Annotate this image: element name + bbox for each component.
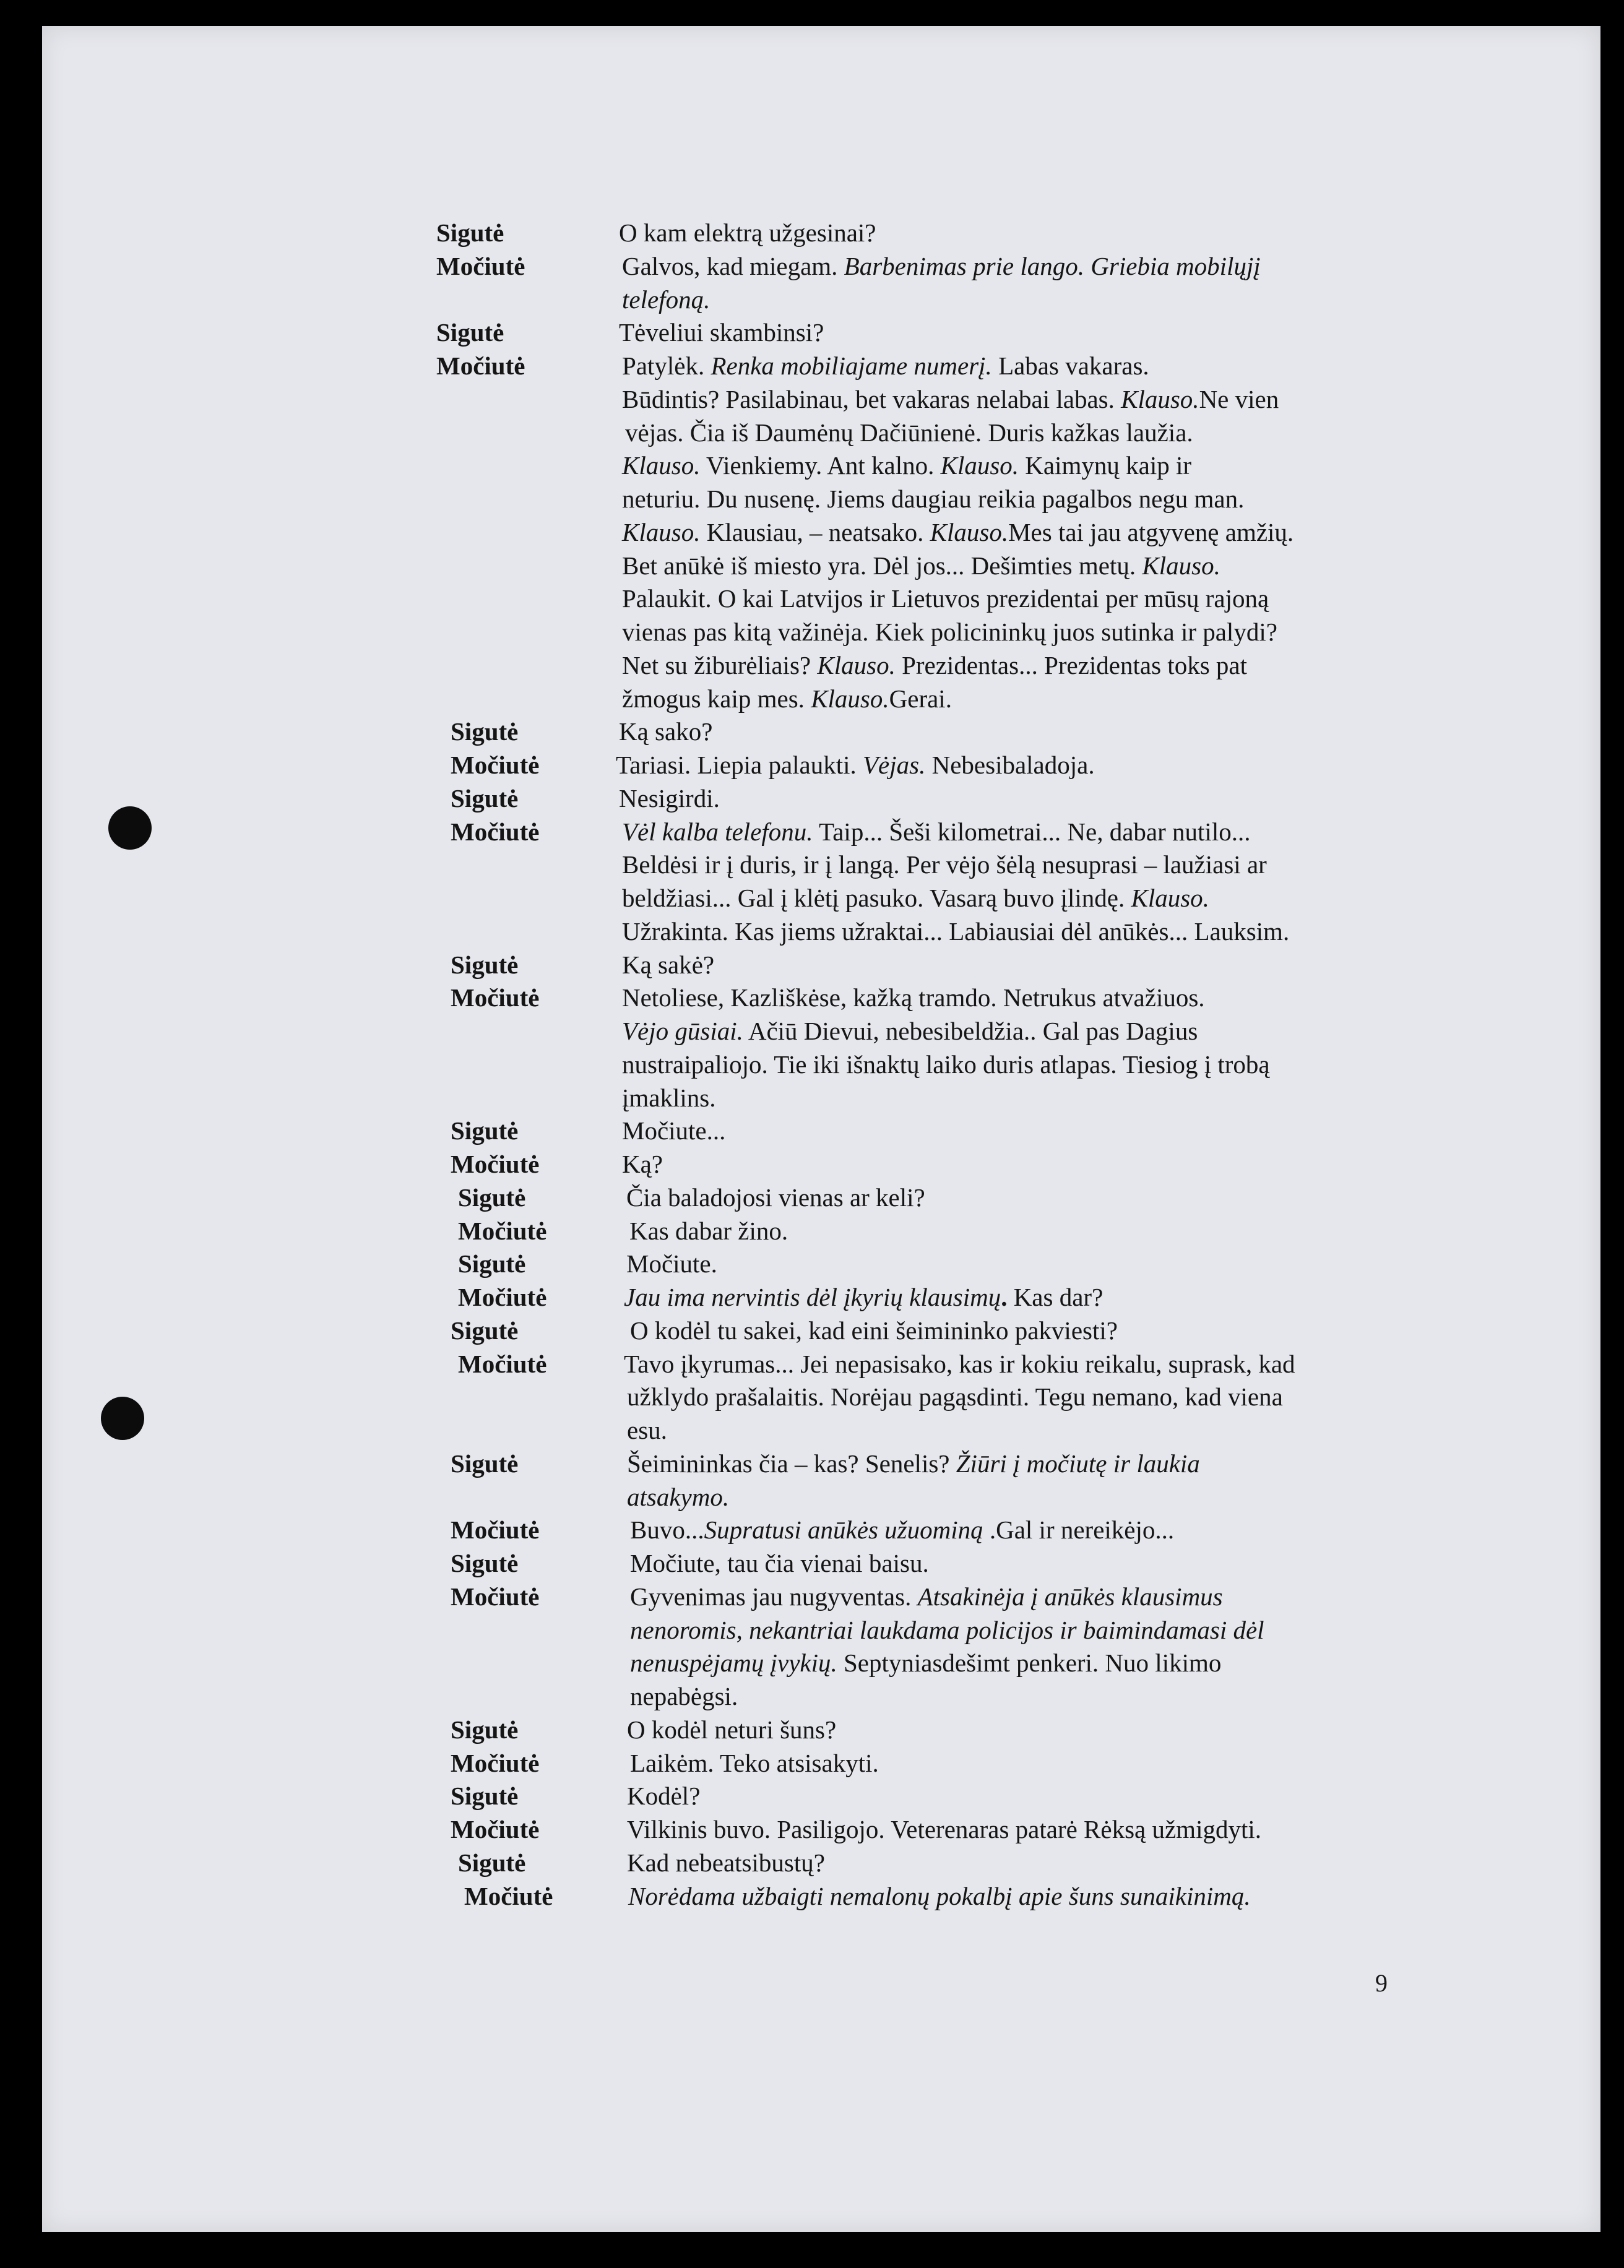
speaker-name: Močiutė	[458, 1349, 547, 1378]
dialogue-text: žmogus kaip mes. Klauso.Gerai.	[622, 684, 952, 713]
dialogue-text: Beldėsi ir į duris, ir į langą. Per vėjo šėlą nesuprasi – laužiasi ar	[622, 850, 1267, 879]
dialogue-line	[0, 1647, 1624, 1680]
dialogue-line	[0, 1481, 1624, 1514]
speaker-name: Močiutė	[451, 1748, 540, 1777]
dialogue-text: Gyvenimas jau nugyventas. Atsakinėja į anūkės klausimus	[630, 1582, 1223, 1611]
dialogue-text: Klauso. Vienkiemy. Ant kalno. Klauso. Kaimynų kaip ir	[622, 451, 1192, 480]
dialogue-text: Būdintis? Pasilabinau, bet vakaras nelabai labas. Klauso.Ne vien	[622, 384, 1279, 413]
dialogue-text: nenuspėjamų įvykių. Septyniasdešimt penkeri. Nuo likimo	[630, 1649, 1222, 1678]
dialogue-line	[0, 1348, 1624, 1381]
dialogue-text: Patylėk. Renka mobiliajame numerį. Labas vakaras.	[622, 351, 1149, 380]
speaker-name: Sigutė	[451, 1316, 519, 1345]
dialogue-text: Ką sako?	[619, 717, 713, 746]
dialogue-text: Palaukit. O kai Latvijos ir Lietuvos prezidentai per mūsų rajoną	[622, 584, 1269, 613]
speaker-name: Sigutė	[451, 783, 519, 813]
page-number: 9	[1375, 1969, 1388, 1997]
dialogue-line	[0, 383, 1624, 416]
dialogue-text: Jau ima nervintis dėl įkyrių klausimų. Kas dar?	[624, 1283, 1104, 1311]
dialogue-line	[0, 1680, 1624, 1714]
speaker-name: Sigutė	[451, 1549, 519, 1577]
dialogue-text: O kodėl tu sakei, kad eini šeimininko pakviesti?	[630, 1316, 1118, 1345]
play-dialogue	[0, 217, 1624, 1949]
dialogue-line	[0, 1082, 1624, 1115]
dialogue-line	[0, 616, 1624, 649]
speaker-name: Močiutė	[451, 1582, 540, 1611]
dialogue-text: Užrakinta. Kas jiems užraktai... Labiausiai dėl anūkės... Lauksim.	[622, 916, 1290, 946]
dialogue-text: Vėl kalba telefonu. Taip... Šeši kilometrai... Ne, dabar nutilo...	[622, 817, 1251, 846]
dialogue-text: vėjas. Čia iš Daumėnų Dačiūnienė. Duris kažkas laužia.	[625, 418, 1193, 447]
dialogue-text: vienas pas kitą važinėja. Kiek policininkų juos sutinka ir palydi?	[622, 618, 1277, 646]
dialogue-line	[0, 316, 1624, 350]
dialogue-text: beldžiasi... Gal į klėtį pasuko. Vasarą buvo įlindę. Klauso.	[622, 884, 1209, 912]
dialogue-line	[0, 848, 1624, 882]
speaker-name: Močiutė	[436, 351, 525, 380]
dialogue-line	[0, 782, 1624, 816]
dialogue-text: O kodėl neturi šuns?	[627, 1715, 837, 1744]
dialogue-line	[0, 1747, 1624, 1780]
dialogue-text: Vilkinis buvo. Pasiligojo. Veterenaras patarė Rėksą užmigdyti.	[627, 1815, 1261, 1843]
dialogue-line	[0, 1181, 1624, 1215]
dialogue-text: O kam elektrą užgesinai?	[619, 218, 876, 247]
dialogue-line	[0, 749, 1624, 782]
dialogue-line	[0, 1248, 1624, 1281]
speaker-name: Sigutė	[451, 1116, 519, 1145]
dialogue-text: Tariasi. Liepia palaukti. Vėjas. Nebesibaladoja.	[616, 751, 1095, 779]
dialogue-line	[0, 250, 1624, 283]
speaker-name: Močiutė	[436, 251, 525, 280]
dialogue-text: Buvo...Supratusi anūkės užuominą .Gal ir nereikėjo...	[630, 1516, 1175, 1545]
speaker-name: Močiutė	[451, 817, 540, 846]
dialogue-line	[0, 1148, 1624, 1181]
speaker-name: Močiutė	[451, 1815, 540, 1843]
speaker-name: Sigutė	[458, 1249, 526, 1278]
dialogue-line	[0, 516, 1624, 550]
dialogue-line	[0, 1614, 1624, 1647]
speaker-name: Močiutė	[451, 983, 540, 1012]
speaker-name: Sigutė	[451, 1715, 519, 1744]
dialogue-line	[0, 816, 1624, 849]
dialogue-text: Galvos, kad miegam. Barbenimas prie lango. Griebia mobilųjį	[622, 251, 1261, 280]
dialogue-text: Tėveliui skambinsi?	[619, 318, 824, 347]
speaker-name: Sigutė	[451, 1782, 519, 1811]
dialogue-text: užklydo prašalaitis. Norėjau pagąsdinti. Tegu nemano, kad viena	[627, 1382, 1283, 1412]
dialogue-text: Bet anūkė iš miesto yra. Dėl jos... Dešimties metų. Klauso.	[622, 551, 1220, 580]
dialogue-line	[0, 1381, 1624, 1414]
dialogue-line	[0, 1015, 1624, 1048]
dialogue-text: Ką?	[622, 1150, 663, 1178]
speaker-name: Sigutė	[451, 1449, 519, 1478]
dialogue-line	[0, 550, 1624, 583]
speaker-name: Močiutė	[458, 1216, 547, 1245]
dialogue-text: įmaklins.	[622, 1083, 716, 1112]
dialogue-line	[0, 350, 1624, 383]
dialogue-line	[0, 981, 1624, 1015]
dialogue-text: Čia baladojosi vienas ar keli?	[626, 1183, 925, 1212]
speaker-name: Močiutė	[458, 1283, 547, 1311]
dialogue-line	[0, 1048, 1624, 1082]
dialogue-line	[0, 649, 1624, 683]
dialogue-text: Močiute.	[626, 1249, 717, 1278]
speaker-name: Močiutė	[464, 1881, 553, 1910]
dialogue-text: Net su žiburėliais? Klauso. Prezidentas... Prezidentas toks pat	[622, 650, 1247, 679]
dialogue-text: neturiu. Du nusenę. Jiems daugiau reikia pagalbos negu man.	[622, 485, 1245, 513]
speaker-name: Sigutė	[436, 218, 504, 247]
dialogue-line	[0, 582, 1624, 616]
dialogue-text: nepabėgsi.	[630, 1682, 738, 1710]
dialogue-line	[0, 1847, 1624, 1880]
speaker-name: Sigutė	[458, 1848, 526, 1877]
dialogue-text: atsakymo.	[627, 1482, 730, 1511]
dialogue-text: Vėjo gūsiai. Ačiū Dievui, nebesibeldžia.. Gal pas Dagius	[622, 1017, 1198, 1045]
dialogue-line	[0, 1714, 1624, 1747]
dialogue-line	[0, 483, 1624, 516]
speaker-name: Močiutė	[451, 751, 540, 779]
dialogue-text: Močiute...	[622, 1116, 726, 1145]
dialogue-line	[0, 1414, 1624, 1447]
dialogue-line	[0, 1880, 1624, 1913]
dialogue-text: Nesigirdi.	[619, 783, 720, 813]
dialogue-line	[0, 1314, 1624, 1348]
dialogue-line	[0, 283, 1624, 317]
dialogue-line	[0, 1580, 1624, 1614]
dialogue-line	[0, 715, 1624, 749]
dialogue-text: nustraipaliojo. Tie iki išnaktų laiko duris atlapas. Tiesiog į trobą	[622, 1050, 1270, 1079]
dialogue-line	[0, 1115, 1624, 1148]
dialogue-text: Kad nebeatsibustų?	[627, 1848, 825, 1877]
speaker-name: Močiutė	[451, 1516, 540, 1545]
dialogue-line	[0, 1281, 1624, 1314]
dialogue-line	[0, 915, 1624, 949]
dialogue-text: Kodėl?	[627, 1782, 701, 1811]
dialogue-line	[0, 217, 1624, 250]
dialogue-text: Kas dabar žino.	[629, 1216, 788, 1245]
dialogue-line	[0, 1514, 1624, 1547]
dialogue-line	[0, 1813, 1624, 1847]
dialogue-text: Ką sakė?	[622, 950, 715, 979]
speaker-name: Močiutė	[451, 1150, 540, 1178]
dialogue-text: nenoromis, nekantriai laukdama policijos ir baimindamasi dėl	[630, 1615, 1264, 1644]
dialogue-line	[0, 1547, 1624, 1580]
dialogue-line	[0, 416, 1624, 450]
speaker-name: Sigutė	[436, 318, 504, 347]
dialogue-line	[0, 1215, 1624, 1248]
dialogue-text: Laikėm. Teko atsisakyti.	[630, 1748, 879, 1777]
dialogue-text: Močiute, tau čia vienai baisu.	[630, 1549, 929, 1577]
dialogue-line	[0, 449, 1624, 483]
dialogue-text: Norėdama užbaigti nemalonų pokalbį apie šuns sunaikinimą.	[628, 1881, 1251, 1910]
dialogue-text: Tavo įkyrumas... Jei nepasisako, kas ir kokiu reikalu, suprask, kad	[624, 1349, 1295, 1378]
dialogue-text: telefoną.	[622, 285, 710, 314]
dialogue-text: Klauso. Klausiau, – neatsako. Klauso.Mes tai jau atgyvenę amžių.	[622, 517, 1294, 546]
dialogue-line	[0, 1780, 1624, 1813]
dialogue-text: Netoliese, Kazliškėse, kažką tramdo. Netrukus atvažiuos.	[622, 983, 1205, 1012]
dialogue-line	[0, 683, 1624, 716]
speaker-name: Sigutė	[451, 950, 519, 979]
speaker-name: Sigutė	[458, 1183, 526, 1212]
dialogue-line	[0, 1447, 1624, 1481]
dialogue-line	[0, 949, 1624, 982]
speaker-name: Sigutė	[451, 717, 519, 746]
dialogue-text: Šeimininkas čia – kas? Senelis? Žiūri į močiutę ir laukia	[627, 1449, 1200, 1478]
dialogue-line	[0, 882, 1624, 915]
dialogue-text: esu.	[627, 1416, 667, 1444]
